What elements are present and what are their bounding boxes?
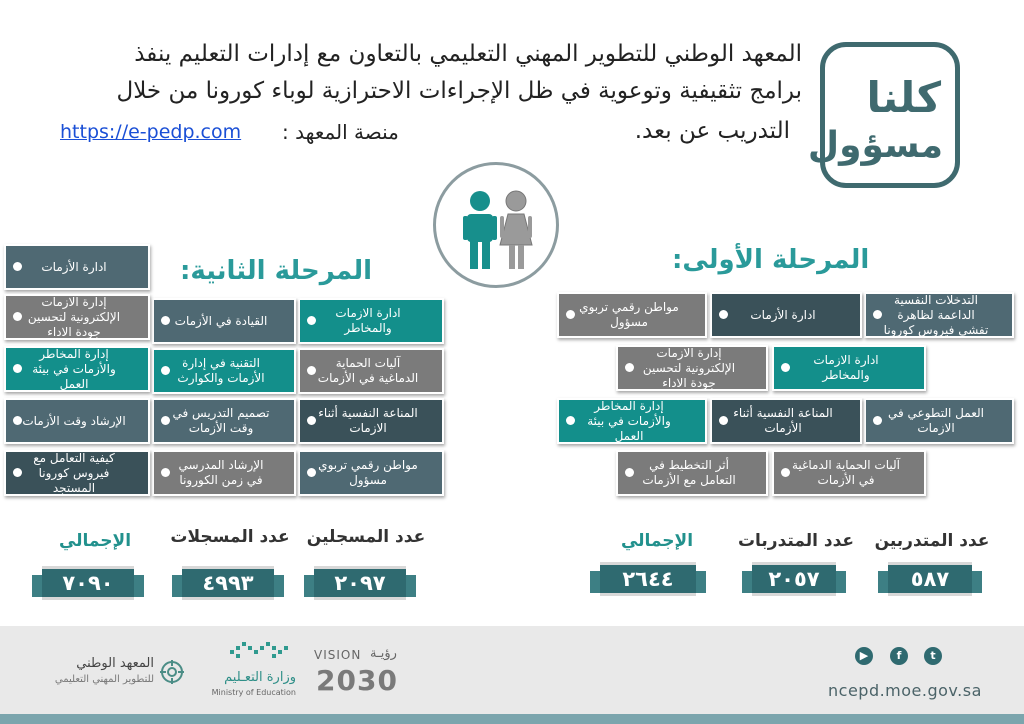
bullet-icon: [625, 468, 634, 477]
phase1-course-brain-protection[interactable]: آليات الحماية الدماغية في الأزمات: [772, 450, 926, 496]
bullet-icon: [307, 416, 316, 425]
phase2-course-brain-protection[interactable]: آليات الحماية الدماغية في الأزمات: [298, 348, 444, 394]
bullet-icon: [625, 363, 634, 372]
bullet-icon: [161, 366, 170, 375]
bullet-icon: [13, 262, 22, 271]
phase1-course-volunteer[interactable]: العمل التطوعي في الازمات: [864, 398, 1014, 444]
phase2-course-immunity[interactable]: المناعة النفسية أثناء الازمات: [298, 398, 444, 444]
phase1-course-risk-workplace[interactable]: إدارة المخاطر والأزمات في بيئة العمل: [557, 398, 707, 444]
phase1-stat-value-total: ٢٦٤٤: [600, 562, 696, 596]
logo-line-2: مسؤول: [807, 125, 943, 166]
moe-emblem-icon: [228, 640, 292, 660]
phase1-stat-value-trainees-f: ٢٠٥٧: [752, 562, 836, 596]
phase1-stat-label-total: الإجمالي: [620, 531, 694, 551]
phase1-course-planning[interactable]: أثر التخطيط في التعامل مع الأزمات: [616, 450, 768, 496]
bullet-icon: [161, 416, 170, 425]
footer-bar: [0, 714, 1024, 724]
phase2-stat-label-registered-m: عدد المسجلين: [306, 527, 426, 547]
phase2-stat-label-registered-f: عدد المسجلات: [170, 527, 290, 547]
phase1-course-crisis-mgmt[interactable]: ادارة الأزمات: [710, 292, 862, 338]
phase1-course-psych-support[interactable]: التدخلات النفسية الداعمة لظاهرة تفشي فيروس كورونا: [864, 292, 1014, 338]
bullet-icon: [719, 310, 728, 319]
bullet-icon: [307, 468, 316, 477]
platform-label: منصة المعهد :: [282, 120, 399, 144]
phase2-course-crisis-mgmt[interactable]: ادارة الأزمات: [4, 244, 150, 290]
phase1-course-digital-citizen[interactable]: مواطن رقمي تربوي مسؤول: [557, 292, 707, 338]
youtube-icon[interactable]: ▶: [855, 647, 873, 665]
people-icon: [433, 162, 559, 288]
bullet-icon: [161, 468, 170, 477]
intro-line-1: المعهد الوطني للتطوير المهني التعليمي بالتعاون مع إدارات التعليم ينفذ: [134, 41, 802, 67]
bullet-icon: [719, 416, 728, 425]
campaign-logo: [807, 42, 960, 188]
bullet-icon: [873, 416, 882, 425]
phase1-course-e-crisis[interactable]: إدارة الازمات الإلكترونية لتحسين جودة الاداء: [616, 345, 768, 391]
phase1-stat-label-trainees-m: عدد المتدربين: [874, 531, 990, 551]
phase2-course-covid-handling[interactable]: كيفية التعامل مع فيروس كورونا المستجد: [4, 450, 150, 496]
phase2-title: المرحلة الثانية:: [180, 256, 373, 286]
phase1-stat-value-trainees-m: ٥٨٧: [888, 562, 972, 596]
intro-text: [42, 36, 802, 110]
bullet-icon: [307, 366, 316, 375]
phase2-course-risk-workplace[interactable]: إدارة المخاطر والأزمات في بيئة العمل: [4, 346, 150, 392]
phase2-course-guidance[interactable]: الإرشاد وقت الأزمات: [4, 398, 150, 444]
intro-line-2: برامج تثقيفية وتوعوية في ظل الإجراءات الاحترازية لوباء كورونا من خلال: [116, 78, 802, 104]
bullet-icon: [13, 364, 22, 373]
phase2-course-leadership[interactable]: القيادة في الأزمات: [152, 298, 296, 344]
bullet-icon: [161, 316, 170, 325]
platform-link[interactable]: https://e-pedp.com: [60, 121, 242, 143]
phase1-course-immunity[interactable]: المناعة النفسية أثناء الأزمات: [710, 398, 862, 444]
phase2-course-tech-crisis[interactable]: التقنية في إدارة الأزمات والكوارث: [152, 348, 296, 394]
phase2-course-e-crisis[interactable]: إدارة الازمات الإلكترونية لتحسين جودة الاداء: [4, 294, 150, 340]
bullet-icon: [13, 312, 22, 321]
phase2-stat-label-total: الإجمالي: [58, 531, 132, 551]
phase2-course-school-guidance[interactable]: الإرشاد المدرسي في زمن الكورونا: [152, 450, 296, 496]
phase1-title: المرحلة الأولى:: [672, 245, 870, 275]
logo-line-1: كلنا: [866, 73, 941, 122]
bullet-icon: [566, 416, 575, 425]
phase2-course-crisis-risk[interactable]: ادارة الازمات والمخاطر: [298, 298, 444, 344]
phase2-course-teaching-design[interactable]: تصميم التدريس في وقت الأزمات: [152, 398, 296, 444]
bullet-icon: [566, 310, 575, 319]
bullet-icon: [13, 468, 22, 477]
phase2-stat-value-total: ٧٠٩٠: [42, 566, 134, 600]
bullet-icon: [13, 416, 22, 425]
facebook-icon[interactable]: f: [890, 647, 908, 665]
phase2-course-digital-citizen[interactable]: مواطن رقمي تربوي مسؤول: [298, 450, 444, 496]
bullet-icon: [307, 316, 316, 325]
phase2-stat-value-registered-m: ٢٠٩٧: [314, 566, 406, 600]
phase1-course-crisis-risk[interactable]: ادارة الازمات والمخاطر: [772, 345, 926, 391]
footer-site-link[interactable]: ncepd.moe.gov.sa: [828, 681, 982, 700]
moe-logo: وزارة التعـليم Ministry of Education: [190, 640, 300, 700]
bullet-icon: [873, 310, 882, 319]
vision-2030-logo: VISION رؤيـة 2030: [314, 646, 398, 697]
twitter-icon[interactable]: t: [924, 647, 942, 665]
phase1-stat-label-trainees-f: عدد المتدربات: [737, 531, 855, 551]
intro-line-3: التدريب عن بعد.: [634, 118, 790, 144]
institute-emblem-icon: [158, 658, 186, 686]
institute-logo: المعهد الوطني للتطوير المهني التعليمي: [50, 650, 190, 694]
bullet-icon: [781, 363, 790, 372]
bullet-icon: [781, 468, 790, 477]
phase2-stat-value-registered-f: ٤٩٩٣: [182, 566, 274, 600]
